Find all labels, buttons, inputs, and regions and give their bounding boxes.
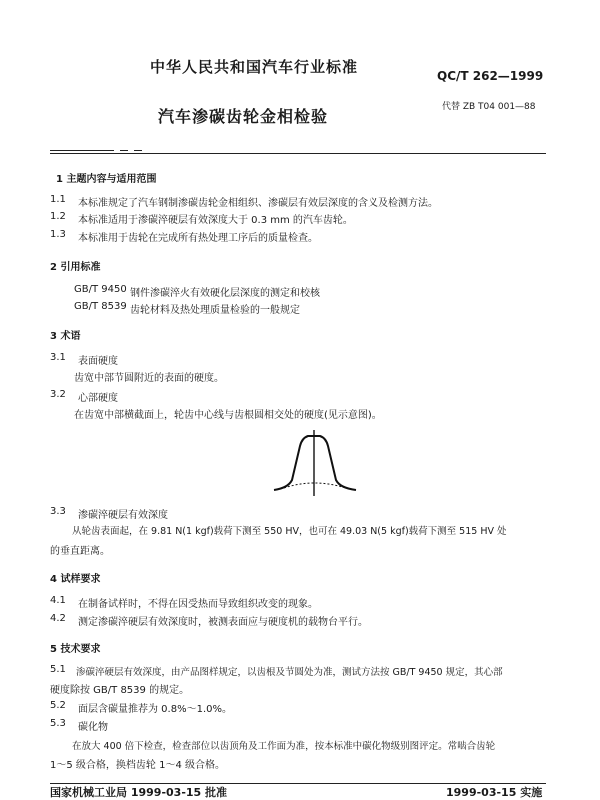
ref-2-code: GB/T 8539 <box>74 301 127 312</box>
section-4-heading: 4 试样要求 <box>50 574 101 585</box>
root-circle-arc <box>284 483 346 488</box>
gear-tooth-diagram <box>270 428 360 498</box>
term-3-1-label: 表面硬度 <box>78 356 118 367</box>
approval-line: 国家机械工业局 1999-03-15 批准 <box>50 786 228 799</box>
clause-5-1-text-line1: 渗碳淬硬层有效深度，由产品图样规定，以齿根及节圆处为准，测试方法按 GB/T 9450 规定，其心部 <box>76 667 503 678</box>
term-3-2-definition: 在齿宽中部横截面上，轮齿中心线与齿根圆相交处的硬度(见示意图)。 <box>74 410 382 421</box>
header-rule-dash <box>120 150 128 151</box>
ref-1-title: 钢件渗碳淬火有效硬化层深度的测定和校核 <box>130 288 320 299</box>
term-3-3-definition-line2: 的垂直距离。 <box>50 546 110 557</box>
term-3-3-label: 渗碳淬硬层有效深度 <box>78 510 168 521</box>
header-rule-dash <box>134 150 142 151</box>
effective-date: 1999-03-15 实施 <box>446 786 543 799</box>
section-3-heading: 3 术语 <box>50 331 81 342</box>
section-1-heading: 1 主题内容与适用范围 <box>56 174 157 185</box>
standard-agency: 中华人民共和国汽车行业标准 <box>150 58 359 76</box>
clause-5-1-text-line2: 硬度除按 GB/T 8539 的规定。 <box>50 685 190 696</box>
clause-1-2-num: 1.2 <box>50 211 66 222</box>
clause-5-3-text-line2: 1～5 级合格，换档齿轮 1～4 级合格。 <box>50 760 225 771</box>
clause-1-1-text: 本标准规定了汽车钢制渗碳齿轮金相组织、渗碳层有效层深度的含义及检测方法。 <box>78 198 438 209</box>
term-3-1-definition: 齿宽中部节圆附近的表面的硬度。 <box>74 373 224 384</box>
clause-5-2-text: 面层含碳量推荐为 0.8%～1.0%。 <box>78 704 232 715</box>
ref-1-code: GB/T 9450 <box>74 284 127 295</box>
section-5-heading: 5 技术要求 <box>50 644 101 655</box>
term-3-2-label: 心部硬度 <box>78 393 118 404</box>
clause-4-2-text: 测定渗碳淬硬层有效深度时，被测表面应与硬度机的载物台平行。 <box>78 617 368 628</box>
clause-4-2-num: 4.2 <box>50 613 66 624</box>
header-rule-dash <box>50 150 114 151</box>
clause-1-3-text: 本标准用于齿轮在完成所有热处理工序后的质量检查。 <box>78 233 318 244</box>
clause-4-1-text: 在制备试样时，不得在因受热而导致组织改变的现象。 <box>78 599 318 610</box>
term-3-3-definition-line1: 从轮齿表面起，在 9.81 N(1 kgf)载荷下测至 550 HV，也可在 49.03 N(5 kgf)载荷下测至 515 HV 处 <box>72 526 507 537</box>
clause-1-2-text: 本标准适用于渗碳淬硬层有效深度大于 0.3 mm 的汽车齿轮。 <box>78 215 353 226</box>
term-3-2-num: 3.2 <box>50 389 66 400</box>
clause-1-1-num: 1.1 <box>50 194 66 205</box>
clause-5-3-label: 碳化物 <box>78 722 108 733</box>
replaces-note: 代替 ZB T04 001—88 <box>442 102 536 112</box>
section-2-heading: 2 引用标准 <box>50 262 101 273</box>
clause-5-3-num: 5.3 <box>50 718 66 729</box>
clause-5-3-text-line1: 在放大 400 倍下检查，检查部位以齿顶角及工作面为准，按本标准中碳化物级别图评定。常啮合齿轮 <box>72 741 496 752</box>
clause-4-1-num: 4.1 <box>50 595 66 606</box>
clause-5-2-num: 5.2 <box>50 700 66 711</box>
ref-2-title: 齿轮材料及热处理质量检验的一般规定 <box>130 305 300 316</box>
term-3-3-num: 3.3 <box>50 506 66 517</box>
clause-5-1-num: 5.1 <box>50 664 66 675</box>
document-title: 汽车渗碳齿轮金相检验 <box>158 107 329 126</box>
standard-code: QC/T 262—1999 <box>437 69 544 83</box>
clause-1-3-num: 1.3 <box>50 229 66 240</box>
header-rule <box>50 153 546 154</box>
term-3-1-num: 3.1 <box>50 352 66 363</box>
